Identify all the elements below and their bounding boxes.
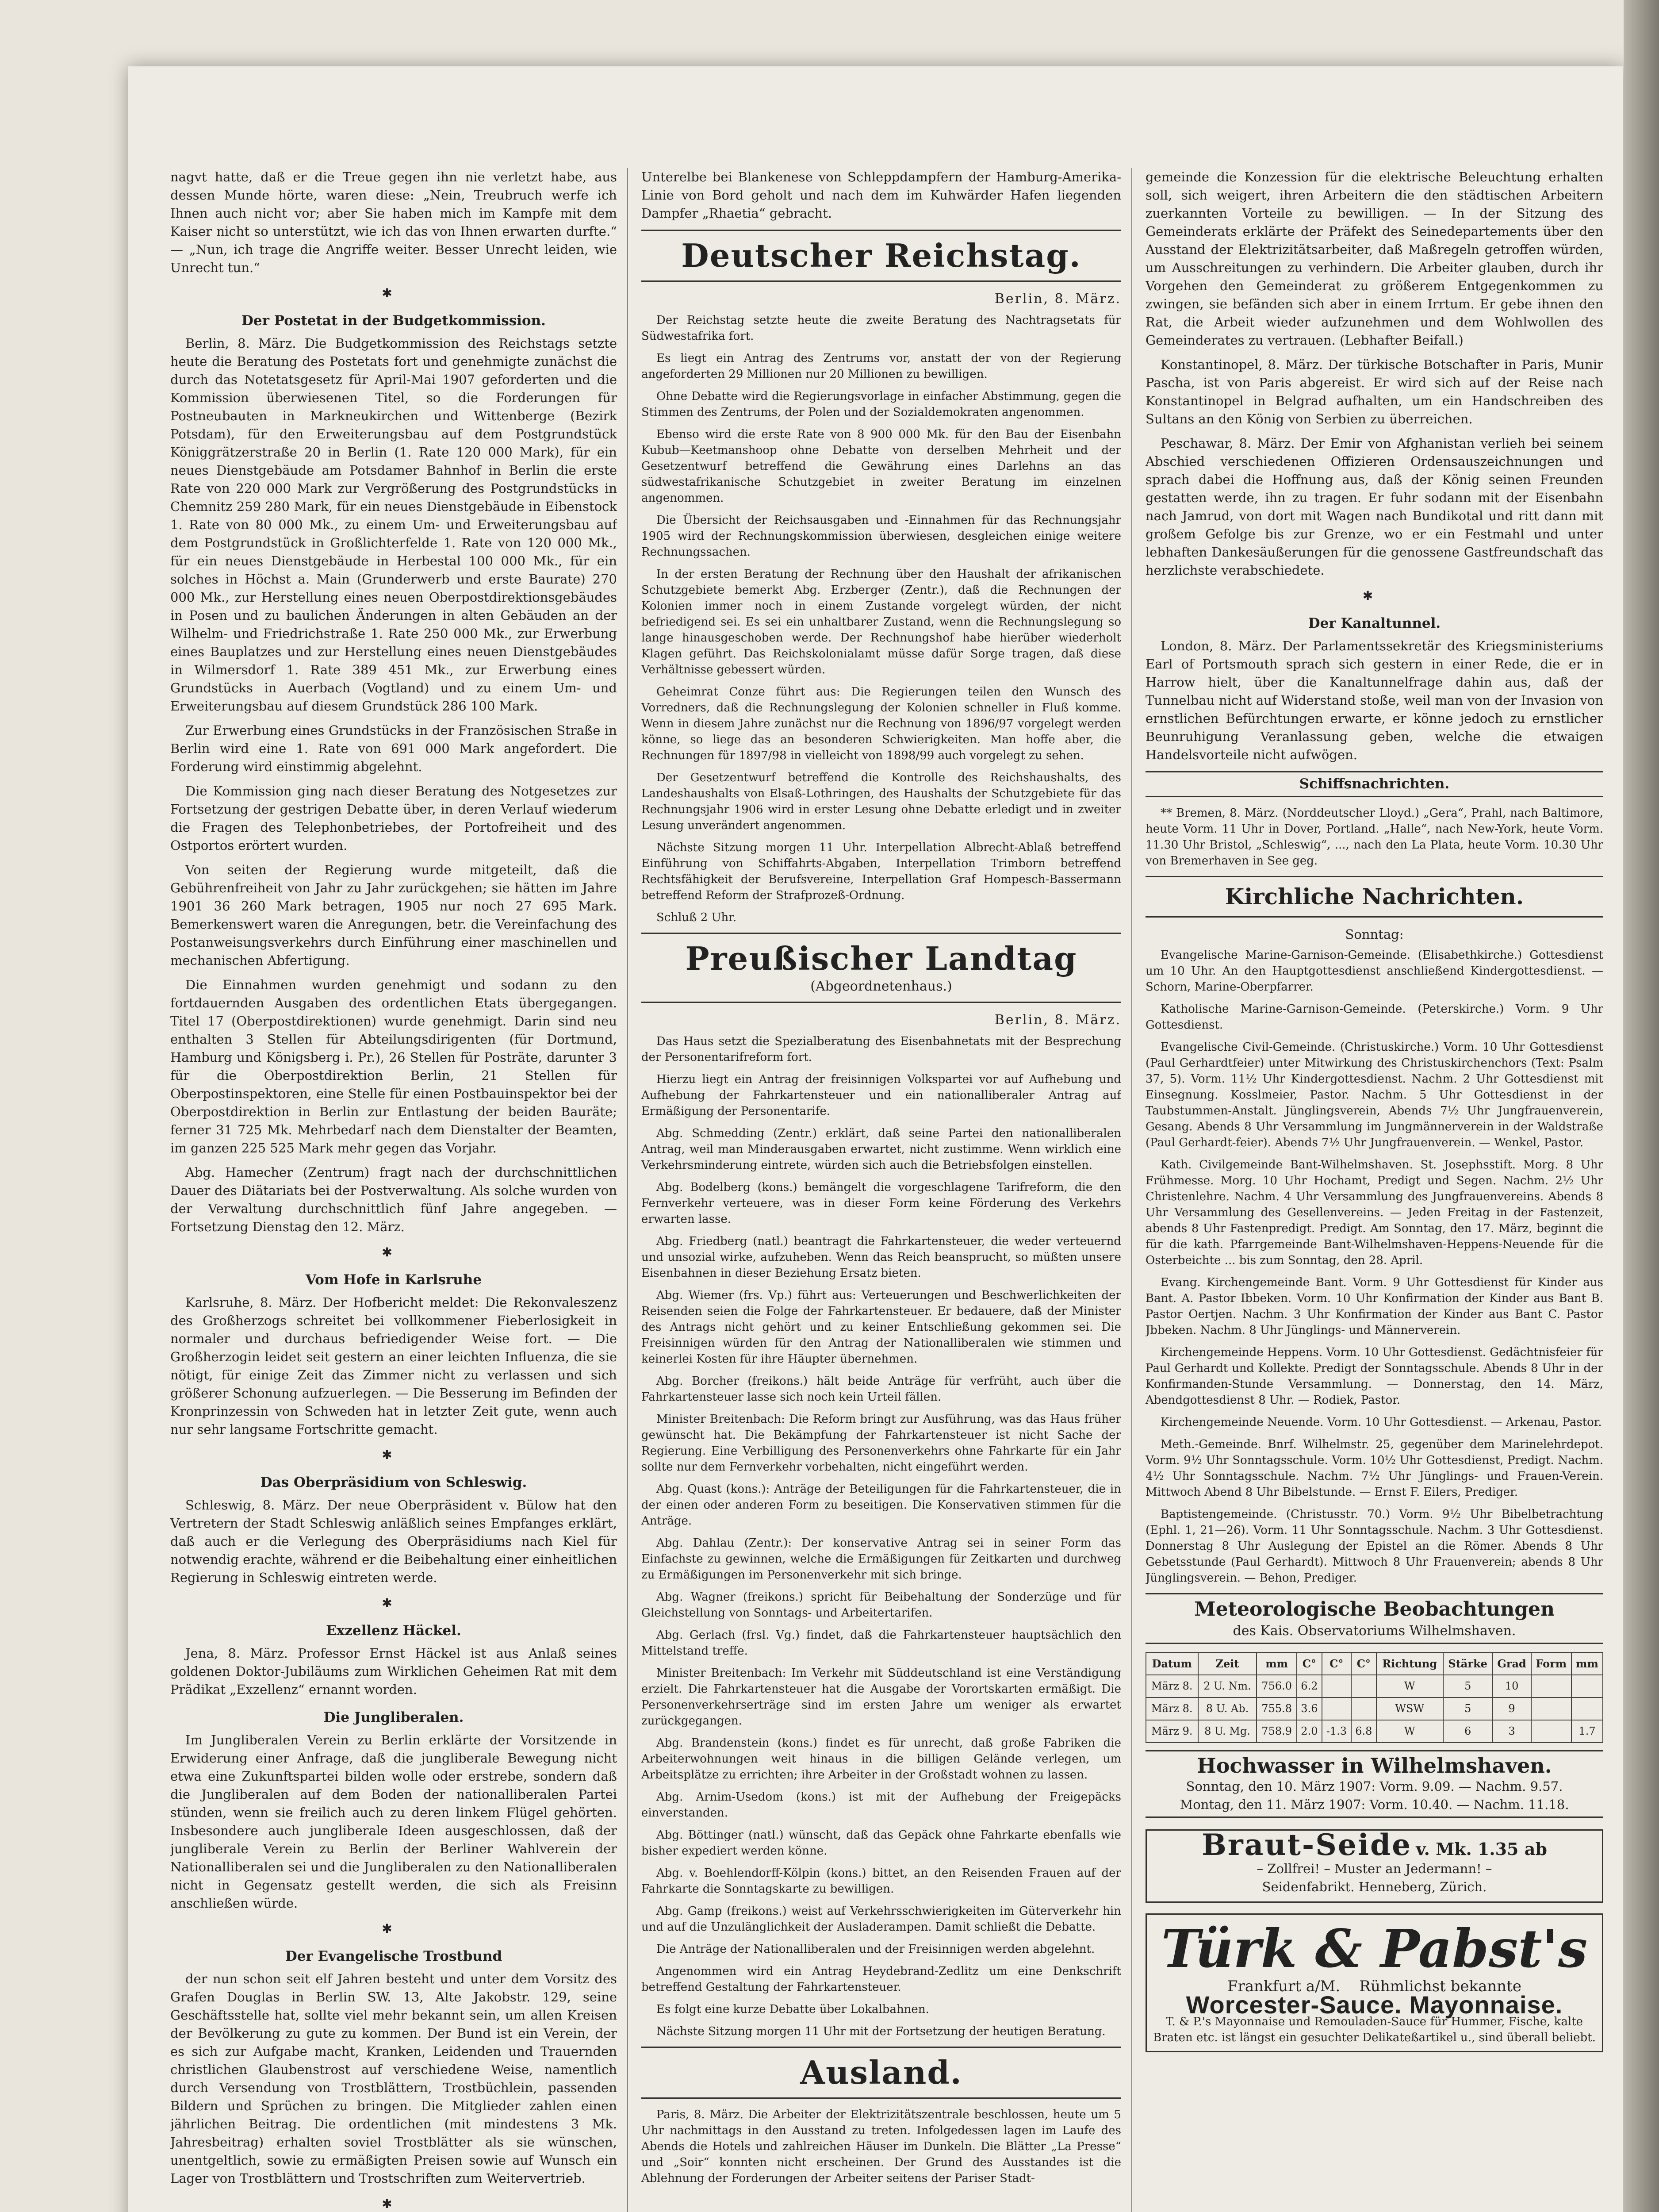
section-title: Kirchliche Nachrichten. [1225,883,1524,910]
table-cell: W [1376,1720,1443,1743]
page-edge [1624,0,1659,2212]
paragraph: Im Jungliberalen Verein zu Berlin erklärte der Vorsitzende in Erwiderung einer Anfrage, daß die jungliberale Bewegung nicht etwa eine Zukunftspartei bilden wolle oder erstrebe, sondern daß die Jungliberalen auf dem Boden der nationalliberalen Partei stünden, wenn sie freilich auch zu deren linkem Flügel gehörten. Insbesondere auch jungliberale Ideen ausgeschlossen, daß der jungliberale Verein zu Berlin der Berliner Wahlverein der Nationalliberalen sei und die Jungliberalen zu den Nationalliberalen nicht in Gegensatz gestellt werden, die sich als Freisinn anschließen würde. [170,1732,617,1911]
article-title: Der Evangelische Trostbund [285,1948,502,1964]
table-cell [1351,1697,1376,1720]
table-cell: 756.0 [1257,1675,1296,1697]
paragraph: Die Einnahmen wurden genehmigt und sodann zu den fortdauernden Ausgaben des ordentlichen Etats übergegangen. Titel 17 (Oberpostdirektionen) wurde genehmigt. Darin sind neu enthalten 3 Stellen für Abteilungsdirigenten (für Dortmund, Hamburg und Königsberg i. Pr.), 26 Stellen für Posträte, darunter 3 für die Oberpostdirektion Berlin, 21 Stellen für Oberpostinspektoren, eine Stelle für einen Postbauinspektor bei der Oberpostdirektion in Berlin zur Entlastung der beiden Bauräte; ferner 31 725 Mk. Mehrbedarf nach dem Dienstalter der Beamten, im ganzen 225 525 Mark mehr gegen das Vorjahr. [170,977,617,1156]
section-title: Hochwasser in Wilhelmshaven. [1197,1754,1552,1778]
table-cell: 3 [1493,1720,1531,1743]
table-header-cell: Zeit [1198,1652,1257,1675]
separator: ✱ [1362,588,1387,603]
paragraph: Minister Breitenbach: Im Verkehr mit Süddeutschland ist eine Verständigung erzielt. Die Fahrkartensteuer hat die Ausgabe der Vorortskarten ermäßigt. Die Personenverkehrserträge sind im ersten Jahre um weniger als erwartet zurückgegangen. [641,1667,1121,1728]
table-cell [1571,1697,1603,1720]
ad-title: Türk & Pabst's [1161,1918,1588,1979]
table-row [1146,1697,1603,1720]
tide-line: Montag, den 11. März 1907: Vorm. 10.40. — Nachm. 11.18. [1180,1797,1569,1812]
paragraph: Der Reichstag setzte heute die zweite Beratung des Nachtragsetats für Südwestafrika fort. [641,314,1121,343]
continued-paragraph: Unterelbe bei Blankenese von Schleppdampfern der Hamburg-Amerika-Linie von Bord geholt und nach dem im Kuhwärder Hafen liegenden Dampfer „Rhaetia“ gebracht. [641,169,1121,221]
paragraph: Abg. Friedberg (natl.) beantragt die Fahrkartensteuer, die weder verteuernd und unsozial wirke, aufzuheben. Wenn das Reich beansprucht, so müßten unsere Eisenbahnen in dieser Beziehung Ersatz bieten. [641,1235,1121,1280]
paragraph: ** Bremen, 8. März. (Norddeutscher Lloyd.) „Gera“, Prahl, nach Baltimore, heute Vorm. 11 Uhr in Dover, Portland. „Halle“, nach New-York, heute Vorm. 11.30 Uhr Bristol, „Schleswig“, ..., nach den La Plata, heute Vorm. 10.30 Uhr von Bremerhaven in See geg. [1146,806,1603,868]
table-header-cell: C° [1322,1652,1351,1675]
paragraph: Hierzu liegt ein Antrag der freisinnigen Volkspartei vor auf Aufhebung und Aufhebung der Fahrkartensteuer und ein nationalliberaler Antrag auf Ermäßigung der Personentarife. [641,1073,1121,1118]
ad-price: v. Mk. 1.35 ab [1416,1839,1547,1859]
paragraph: Schleswig, 8. März. Der neue Oberpräsident v. Bülow hat den Vertretern der Stadt Schleswig anläßlich seines Empfanges erklärt, daß auch er die Verlegung des Oberpräsidiums nach Kiel für notwendig erachte, während er die Beibehaltung einer einheitlichen Regierung in Schleswig eintreten werde. [170,1498,617,1585]
table-cell: 6.8 [1351,1720,1376,1743]
paragraph: Jena, 8. März. Professor Ernst Häckel ist aus Anlaß seines goldenen Doktor-Jubiläums zum Wirklichen Geheimen Rat mit dem Prädikat „Exzellenz“ ernannt worden. [170,1646,617,1697]
schiff-header [1146,771,1603,797]
table-cell: WSW [1376,1697,1443,1720]
separator: ✱ [382,2197,406,2211]
paragraph: Ebenso wird die erste Rate von 8 900 000 Mk. für den Bau der Eisenbahn Kubub—Keetmanshoop ohne Debatte von derselben Mehrheit und der Gesetzentwurf betreffend die Gewährung eines Darlehns an das südwestafrikanische Schutzgebiet in zweiter Beratung im einzelnen angenommen. [641,428,1121,505]
paragraph: London, 8. März. Der Parlamentssekretär des Kriegsministeriums Earl of Portsmouth sprach sich gestern in einer Rede, die er in Harrow hielt, über die Kanaltunnelfrage dahin aus, daß der Tunnelbau nicht auf Widerstand stoße, weil man von der Invasion von ernstlichen Befürchtungen erwarte, er könne jedoch zu ernstlicher Beunruhigung Veranlassung geben, welche die etwaigen Handelsvorteile nicht aufwögen. [1146,638,1603,762]
ad-line: – Zollfrei! – Muster an Jedermann! – [1257,1861,1492,1876]
table-cell [1322,1697,1351,1720]
church-entry: Evang. Kirchengemeinde Bant. Vorm. 9 Uhr Gottesdienst für Kinder aus Bant. A. Pastor Ibbeken. Vorm. 10 Uhr Konfirmation der Kinder aus Bant B. Pastor Oertjen. Nachm. 3 Uhr Konfirmation der Kinder aus Bant C. Pastor Jbbeken. Nachm. 8 Uhr Jünglings- und Männerverein. [1146,1276,1603,1337]
paragraph: Der Gesetzentwurf betreffend die Kontrolle des Reichshaushalts, des Landeshaushalts von Elsaß-Lothringen, des Haushalts der Schutzgebiete für das Rechnungsjahr 1906 wird in erster Lesung ohne Debatte erledigt und in zweiter Lesung unverändert angenommen. [641,771,1121,832]
church-entry: Evangelische Marine-Garnison-Gemeinde. (Elisabethkirche.) Gottesdienst um 10 Uhr. An den Hauptgottesdienst anschließend Kindergottesdienst. — Schorn, Marine-Oberpfarrer. [1146,949,1603,994]
article-title: Die Jungliberalen. [323,1709,464,1725]
column-2 [641,168,1121,2212]
kirch-header [1146,876,1603,918]
paragraph: Karlsruhe, 8. März. Der Hofbericht meldet: Die Rekonvaleszenz des Großherzogs schreitet bei vollkommener Fieberlosigkeit in normaler und durchaus befriedigender Weise fort. — Die Großherzogin leidet seit gestern an einer leichten Influenza, die sie nötigt, für einige Zeit das Zimmer nicht zu verlassen und sich größerer Schonung aufzuerlegen. — Die Besserung im Befinden der Kronprinzessin von Schweden hat in letzter Zeit gute, wenn auch nur sehr langsame Fortschritte gemacht. [170,1295,617,1437]
article-title: Exzellenz Häckel. [326,1623,461,1639]
tide-line: Sonntag, den 10. März 1907: Vorm. 9.09. — Nachm. 9.57. [1186,1779,1563,1794]
table-cell: 3.6 [1297,1697,1322,1720]
dateline: Berlin, 8. März. [994,1012,1121,1028]
paragraph: Abg. Borcher (freikons.) hält beide Anträge für verfrüht, auch über die Fahrkartensteuer lasse sich noch kein Urteil fällen. [641,1375,1121,1404]
paragraph: Es liegt ein Antrag des Zentrums vor, anstatt der von der Regierung angeforderten 29 Millionen nur 20 Millionen zu bewilligen. [641,352,1121,381]
article-title: Der Postetat in der Budgetkommission. [241,313,546,329]
paragraph: Die Kommission ging nach dieser Beratung des Notgesetzes zur Fortsetzung der gestrigen Debatte über, in deren Verlauf wiederum die Fragen des Telephonbetriebes, der Portofreiheit und des Ostportos erörtert wurden. [170,783,617,853]
article-title: Vom Hofe in Karlsruhe [305,1272,482,1288]
ad-tuerk-pabst [1146,1913,1603,2052]
section-title: Preußischer Landtag [685,940,1077,977]
table-header-cell: C° [1351,1652,1376,1675]
table-header-cell: C° [1297,1652,1322,1675]
church-entry: Katholische Marine-Garnison-Gemeinde. (Peterskirche.) Vorm. 9 Uhr Gottesdienst. [1146,1002,1603,1032]
ad-city: Frankfurt a/M. [1227,1978,1341,1995]
paragraph: Abg. Quast (kons.): Anträge der Beteiligungen für die Fahrkartensteuer, die in der einen oder anderen Form zu beseitigen. Die Konservativen stimmen für die Anträge. [641,1482,1121,1528]
dateline: Berlin, 8. März. [994,291,1121,307]
paragraph: Paris, 8. März. Die Arbeiter der Elektrizitätszentrale beschlossen, heute um 5 Uhr nachmittags in den Ausstand zu treten. Infolgedessen lagen im Laufe des Abends die Hotels und zahlreichen Häuser im Dunkeln. Die Blätter „La Presse“ und „Soir“ konnten nicht erscheinen. Der Grund des Ausstandes ist die Ablehnung der Forderungen der Arbeiter seitens der Pariser Stadt- [641,2108,1121,2185]
table-cell: W [1376,1675,1443,1697]
paragraph: Nächste Sitzung morgen 11 Uhr. Interpellation Albrecht-Ablaß betreffend Einführung von Schiffahrts-Abgaben, Interpellation Trimborn betreffend Rechtsfähigkeit der Berufsvereine, Interpellation Graf Hompesch-Bassermann betreffend Reform der Strafprozeß-Ordnung. [641,841,1121,902]
church-entry: Meth.-Gemeinde. Bnrf. Wilhelmstr. 25, gegenüber dem Marinelehrdepot. Vorm. 9½ Uhr Sonntagsschule. Vorm. 10½ Uhr Gottesdienst, Predigt. Nachm. 4½ Uhr Sonntagsschule. Nachm. 7½ Uhr Jünglings- und Frauen-Verein. Mittwoch Abend 8 Uhr Bibelstunde. — Ernst F. Eilers, Prediger. [1146,1438,1603,1499]
table-cell: 10 [1493,1675,1531,1697]
table-cell: 5 [1443,1675,1493,1697]
paragraph: Schluß 2 Uhr. [656,911,737,924]
table-header-cell: Richtung [1376,1652,1443,1675]
newspaper-page [128,66,1623,2212]
table-header-cell: Stärke [1443,1652,1493,1675]
paragraph: Nächste Sitzung morgen 11 Uhr mit der Fortsetzung der heutigen Beratung. [656,2025,1106,2038]
separator: ✱ [382,286,406,300]
table-cell: 5 [1443,1697,1493,1720]
landtag-header [641,933,1121,1003]
table-cell [1351,1675,1376,1697]
section-title: Schiffsnachrichten. [1299,776,1450,792]
continued-paragraph: nagvt hatte, daß er die Treue gegen ihn nie verletzt habe, aus dessen Munde hörte, waren diese: „Nein, Treubruch werfe ich Ihnen auch nicht vor; aber Sie haben mich im Kampfe mit dem Kaiser nicht so unterstützt, wie ich das von Ihnen erwarten durfte.“ — „Nun, ich trage die Angriffe weiter. Besser Unrecht leiden, wie Unrecht tun.“ [170,169,617,275]
paragraph: Angenommen wird ein Antrag Heydebrand-Zedlitz um eine Denkschrift betreffend Gestaltung der Fahrkartensteuer. [641,1965,1121,1994]
meteo-header [1146,1593,1603,1644]
paragraph: Es folgt eine kurze Debatte über Lokalbahnen. [656,2003,929,2016]
separator: ✱ [382,1448,406,1462]
church-entry: Evangelische Civil-Gemeinde. (Christuskirche.) Vorm. 10 Uhr Gottesdienst (Paul Gerhardtfeier) unter Mitwirkung des Christuskirchenchors (Text: Psalm 37, 5). Vorm. 11½ Uhr Kindergottesdienst. Nachm. 2 Uhr Gottesdienst mit Einsegnung. Kosslmeier, Pastor. Nachm. 5 Uhr Gottesdienst in der Taubstummen-Anstalt. Jünglingsverein, Abends 7½ Uhr Jungfrauenverein, Gesang. Abends 8 Uhr Versammlung im Jungmännerverein in der Waldstraße (Paul Gerhardt-feier). Abends 7½ Uhr Jungfrauenverein. — Wenkel, Pastor. [1146,1041,1603,1149]
section-subtitle: (Abgeordnetenhaus.) [810,979,952,994]
ad-fine-print: T. & P.'s Mayonnaise und Remouladen-Sauce für Hummer, Fische, kalte Braten etc. ist längst ein gesuchter Delikateßartikel u., sind überall beliebt. [1153,2015,1596,2044]
paragraph: Von seiten der Regierung wurde mitgeteilt, daß die Gebührenfreiheit von Jahr zu Jahr zurückgehen; sie hätten im Jahre 1901 36 260 Mark betragen, 1905 nur noch 27 695 Mark. Bemerkenswert waren die Anregungen, betr. die Vereinfachung des Postanweisungsverkehrs durch Einführung einer maschinellen und mechanischen Abfertigung. [170,862,617,968]
table-cell: 2.0 [1297,1720,1322,1743]
paragraph: Abg. Bodelberg (kons.) bemängelt die vorgeschlagene Tarifreform, die den Fernverkehr verteuere, was in dieser Form keine Förderung des Verkehrs erwarten lasse. [641,1181,1121,1226]
table-cell: 758.9 [1257,1720,1296,1743]
table-cell [1322,1675,1351,1697]
paragraph: Abg. Gerlach (frsl. Vg.) findet, daß die Fahrkartensteuer hauptsächlich den Mittelstand treffe. [641,1628,1121,1658]
paragraph: Die Übersicht der Reichsausgaben und -Einnahmen für das Rechnungsjahr 1905 wird der Rechnungskommission überwiesen, desgleichen einige weitere Rechnungssachen. [641,514,1121,559]
paragraph: Abg. Wiemer (frs. Vp.) führt aus: Verteuerungen und Beschwerlichkeiten der Reisenden seien die Folge der Fahrkartensteuer. Er bedauere, daß der Minister des Antrags nicht gehört und zu keiner Entschließung gekommen sei. Die Freisinnigen würden für den Antrag der Nationalliberalen wie stimmen und keinerlei Kosten für ihre Häupter übernehmen. [641,1289,1121,1366]
section-subtitle: des Kais. Observatoriums Wilhelmshaven. [1233,1623,1516,1639]
church-entry: Baptistengemeinde. (Christusstr. 70.) Vorm. 9½ Uhr Bibelbetrachtung (Ephl. 1, 21—26). Vorm. 11 Uhr Sonntagsschule. Nachm. 3 Uhr Gottesdienst. Donnerstag 8 Uhr Auslegung der Epistel an die Römer. Abends 8 Uhr Gebetsstunde (Paul Gerhardt). Mittwoch 8 Uhr Frauenverein; abends 8 Uhr Jünglingsverein. — Behon, Prediger. [1146,1508,1603,1585]
church-entry: Kirchengemeinde Heppens. Vorm. 10 Uhr Gottesdienst. Gedächtnisfeier für Paul Gerhardt und Kollekte. Predigt der Sonntagsschule. Abends 8 Uhr in der Konfirmanden-Stunde Versammlung. — Donnerstag, den 14. März, Abendgottesdienst 8 Uhr. — Rodiek, Pastor. [1146,1346,1603,1407]
table-row [1146,1675,1603,1697]
reichstag-header [641,230,1121,282]
paragraph: Geheimrat Conze führt aus: Die Regierungen teilen den Wunsch des Vorredners, daß die Rechnungslegung der Kolonien schneller in Fluß komme. Wenn in diesem Jahre zunächst nur die Rechnung von 1896/97 vorgelegt werden könne, so liege das an besonderen Schwierigkeiten. Man hoffe aber, die Rechnungen für 1897/98 in vielleicht von 1898/99 auch vorgelegt zu sehen. [641,685,1121,762]
paragraph: Abg. Brandenstein (kons.) findet es für unrecht, daß große Fabriken die Arbeiterwohnungen weit hinaus in die billigen Gelände verlegen, um Arbeitsplätze zu errichten; ihre Arbeiter in der Großstadt wohnen zu lassen. [641,1736,1121,1782]
paragraph: Abg. Hamecher (Zentrum) fragt nach der durchschnittlichen Dauer des Diätariats bei der Postverwaltung. Als solche wurden von der Verwaltung durchschnittlich fünf Jahre angegeben. — Fortsetzung Dienstag den 12. März. [170,1165,617,1234]
paragraph: Zur Erwerbung eines Grundstücks in der Französischen Straße in Berlin wird eine 1. Rate von 691 000 Mark angefordert. Die Forderung wird einstimmig abgelehnt. [170,723,617,774]
table-cell [1571,1675,1603,1697]
table-cell: März 8. [1146,1697,1198,1720]
ausland-header [641,2047,1121,2099]
ad-title: Braut-Seide [1202,1828,1412,1862]
paragraph: Abg. Gamp (freikons.) weist auf Verkehrsschwierigkeiten im Güterverkehr hin und auf die Unzulänglichkeit der Ausladerampen. Damit schließt die Debatte. [641,1905,1121,1934]
table-cell: 9 [1493,1697,1531,1720]
meteo-table [1146,1652,1603,1743]
table-row [1146,1720,1603,1743]
paragraph: Das Haus setzt die Spezialberatung des Eisenbahnetats mit der Besprechung der Personentarifreform fort. [641,1035,1121,1064]
separator: ✱ [382,1245,406,1260]
table-cell: 8 U. Mg. [1198,1720,1257,1743]
paragraph: Berlin, 8. März. Die Budgetkommission des Reichstags setzte heute die Beratung des Postetats fort und genehmigte zunächst die durch das Notetatsgesetz für April-Mai 1907 geforderten und die Kommission überwiesenen Titel, so die Forderungen für Postneubauten in Markneukirchen und Wittenberge (Bezirk Potsdam), für den Erweiterungsbau auf dem Postgrundstück Königgrätzerstraße 20 in Berlin (1. Rate 120 000 Mark), für ein neues Dienstgebäude am Potsdamer Bahnhof in Berlin die erste Rate von 220 000 Mark zur Vergrößerung des Postgrundstücks in Chemnitz 259 280 Mark, für ein neues Dienstgebäude in Eibenstock 1. Rate von 80 000 Mk., zu einem Um- und Erweiterungsbau auf dem Postgrundstück in Großlichterfelde 1. Rate von 120 000 Mk., für ein neues Dienstgebäude in Herbestal 100 000 Mk., für ein solches in Höchst a. Main (Grunderwerb und erste Baurate) 270 000 Mk., zur Herstellung eines neuen Oberpostdirektionsgebäudes in Posen und zu baulichen Änderungen in alten Gebäuden an der Wilhelm- und Friedrichstraße 1. Rate 250 000 Mk., zur Erwerbung eines Bauplatzes und zur Herstellung eines neuen Dienstgebäudes in Wilmersdorf 1. Rate 389 451 Mk., zur Erwerbung eines Grundstücks in Auerbach (Vogtland) und zu einem Um- und Erweiterungsbau auf diesem Grundstück 286 100 Mark. [170,336,617,714]
paragraph: der nun schon seit elf Jahren besteht und unter dem Vorsitz des Grafen Douglas in Berlin SW. 13, Alte Jakobstr. 129, seine Geschäftsstelle hat, sollte viel mehr bekannt sein, um allen Kreisen der Bevölkerung zu gute zu kommen. Der Bund ist ein Verein, der es sich zur Aufgabe macht, Kranken, Leidenden und Trauernden christlichen Glaubenstrost auf verschiedene Weise, namentlich durch Versendung von Trostblättern, Trostbüchlein, passenden Bildern und Sprüchen zu bringen. Die Mitglieder zahlen einen jährlichen Beitrag. Die ordentlichen (mit mindestens 3 Mk. Jahresbeitrag) erhalten soviel Trostblätter als sie wünschen, unentgeltlich, sowie zu ermäßigten Preisen sowie auf Wunsch ein Lager von Trostblättern und Trostschriften zum Weitervertrieb. [170,1971,617,2186]
continued-paragraph: gemeinde die Konzession für die elektrische Beleuchtung erhalten soll, sich weigert, ihren Arbeitern die den städtischen Arbeitern zuerkannten Vorteile zu bewilligen. — In der Sitzung des Gemeinderats erklärte der Präfekt des Seinedepartements über den Ausstand der Elektrizitätsarbeiter, daß Maßregeln getroffen würden, um Ausschreitungen zu verhindern. Die Arbeiter glauben, durch ihr Vorgehen den Gemeinderat zu größerem Entgegenkommen zu zwingen, sie befänden sich aber in einem Irrtum. Er gebe ihnen den Rat, die Arbeit wieder aufzunehmen und dem Wohlwollen des Gemeinderates zu vertrauen. (Lebhafter Beifall.) [1146,169,1603,348]
article-title: Der Kanaltunnel. [1308,615,1441,631]
table-cell: 2 U. Nm. [1198,1675,1257,1697]
table-cell: 6.2 [1297,1675,1322,1697]
section-title: Meteorologische Beobachtungen [1194,1598,1555,1621]
paragraph: Die Anträge der Nationalliberalen und der Freisinnigen werden abgelehnt. [656,1943,1095,1956]
paragraph: Abg. Wagner (freikons.) spricht für Beibehaltung der Sonderzüge und für Gleichstellung von Sonntags- und Arbeitertarifen. [641,1590,1121,1620]
paragraph: Abg. v. Boehlendorff-Kölpin (kons.) bittet, an den Reisenden Frauen auf der Fahrkarte die Sonntagskarte zu bewilligen. [641,1866,1121,1896]
separator: ✱ [382,1921,406,1936]
ad-line: Seidenfabrikt. Henneberg, Zürich. [1262,1879,1487,1894]
column-3 [1146,168,1603,2212]
paragraph: Abg. Schmedding (Zentr.) erklärt, daß seine Partei den nationalliberalen Antrag, weil man Minderausgaben erwartet, nicht zustimme. Wenn wirklich eine Verkehrsminderung eintrete, würden sich auch die Betriebsfolgen einstellen. [641,1127,1121,1172]
separator: ✱ [382,1596,406,1610]
table-header-cell: Datum [1146,1652,1198,1675]
column-rule [1131,168,1132,2212]
table-cell [1531,1720,1572,1743]
paragraph: Abg. Arnim-Usedom (kons.) ist mit der Aufhebung der Freigepäcks einverstanden. [641,1790,1121,1820]
table-cell: März 9. [1146,1720,1198,1743]
ad-tagline: Rühmlichst bekannte [1359,1978,1521,1995]
section-subtitle: Sonntag: [1345,927,1404,942]
church-entry: Kath. Civilgemeinde Bant-Wilhelmshaven. St. Josephsstift. Morg. 8 Uhr Frühmesse. Morg. 10 Uhr Hochamt, Predigt und Segen. Nachm. 2½ Uhr Christenlehre. Nachm. 4 Uhr Versammlung des Jungfrauenvereins. Abends 8 Uhr Versammlung des Gesellenvereins. — Jeden Freitag in der Fastenzeit, abends 8 Uhr Fastenpredigt. Predigt. Am Sonntag, den 17. März, beginnt die für die kath. Pfarrgemeinde Bant-Wilhelmshaven-Heppens-Neuende für die Osterbeichte ... bis zum Sonntag, den 28. April. [1146,1158,1603,1267]
table-cell: März 8. [1146,1675,1198,1697]
column-rule [627,168,628,2212]
article-title: Das Oberpräsidium von Schleswig. [260,1475,527,1490]
table-cell [1531,1675,1572,1697]
table-header-cell: mm [1257,1652,1296,1675]
table-cell: -1.3 [1322,1720,1351,1743]
section-title: Ausland. [800,2054,962,2091]
church-entry: Kirchengemeinde Neuende. Vorm. 10 Uhr Gottesdienst. — Arkenau, Pastor. [1161,1416,1602,1429]
table-header-cell: Form [1531,1652,1572,1675]
paragraph: Minister Breitenbach: Die Reform bringt zur Ausführung, was das Haus früher gewünscht hat. Die Bekämpfung der Fahrkartensteuer ist nicht Sache der Regierung. Eine Verbilligung des Personenverkehrs ohne Fahrkarte für ein Jahr sollte nur dem Fernverkehr vorbehalten, nicht eingeführt werden. [641,1413,1121,1474]
paragraph: Konstantinopel, 8. März. Der türkische Botschafter in Paris, Munir Pascha, ist von Paris abgereist. Er wird sich auf der Reise nach Konstantinopel in Belgrad aufhalten, um ein Handschreiben des Sultans an den König von Serbien zu überreichen. [1146,357,1603,426]
paragraph: Ohne Debatte wird die Regierungsvorlage in einfacher Abstimmung, gegen die Stimmen des Zentrums, der Polen und der Sozialdemokraten angenommen. [641,390,1121,419]
section-title: Deutscher Reichstag. [681,237,1081,274]
ad-braut-seide [1146,1829,1603,1903]
table-cell: 1.7 [1571,1720,1603,1743]
table-cell [1531,1697,1572,1720]
table-cell: 6 [1443,1720,1493,1743]
paragraph: Peschawar, 8. März. Der Emir von Afghanistan verlieh bei seinem Abschied verschiedenen Offizieren Ordensauszeichnungen und sprach dabei die Hoffnung aus, daß der König seinen Freunden gestatten werde, ihn zu tragen. Er fuhr sodann mit der Eisenbahn nach Jamrud, von dort mit Wagen nach Bundikotal und ritt dann mit großem Gefolge bis zur Grenze, wo er ein Festmahl und unter lebhaften Dankesäußerungen für die genossene Gastfreundschaft das herzlichste verabschiedete. [1146,436,1603,578]
paragraph: Abg. Böttinger (natl.) wünscht, daß das Gepäck ohne Fahrkarte ebenfalls wie bisher expediert werden könne. [641,1828,1121,1858]
table-header-cell: Grad [1493,1652,1531,1675]
table-header-cell: mm [1571,1652,1603,1675]
column-1 [170,168,617,2212]
table-cell: 8 U. Ab. [1198,1697,1257,1720]
paragraph: Abg. Dahlau (Zentr.): Der konservative Antrag sei in seiner Form das Einfachste zu gewinnen, welche die Ermäßigungen für Zeitkarten und durchweg zu Ermäßigungen im Personenverkehr mit sich bringe. [641,1536,1121,1582]
table-cell: 755.8 [1257,1697,1296,1720]
paragraph: In der ersten Beratung der Rechnung über den Haushalt der afrikanischen Schutzgebiete bemerkt Abg. Erzberger (Zentr.), daß die Rechnungen der Kolonien immer noch in einem Zustande vorgelegt würden, der nicht befriedigend sei. Es sei ein unhaltbarer Zustand, wenn die Rechnungslegung so lange hinausgeschoben werde. Der Rechnungshof habe hierüber wiederholt Klagen geführt. Das Reichskolonialamt müsse dafür Sorge tragen, daß diese Verhältnisse gebessert würden. [641,568,1121,676]
ad-products: Worcester-Sauce. Mayonnaise. [1186,1991,1563,2019]
hochwasser-box [1146,1750,1603,1818]
